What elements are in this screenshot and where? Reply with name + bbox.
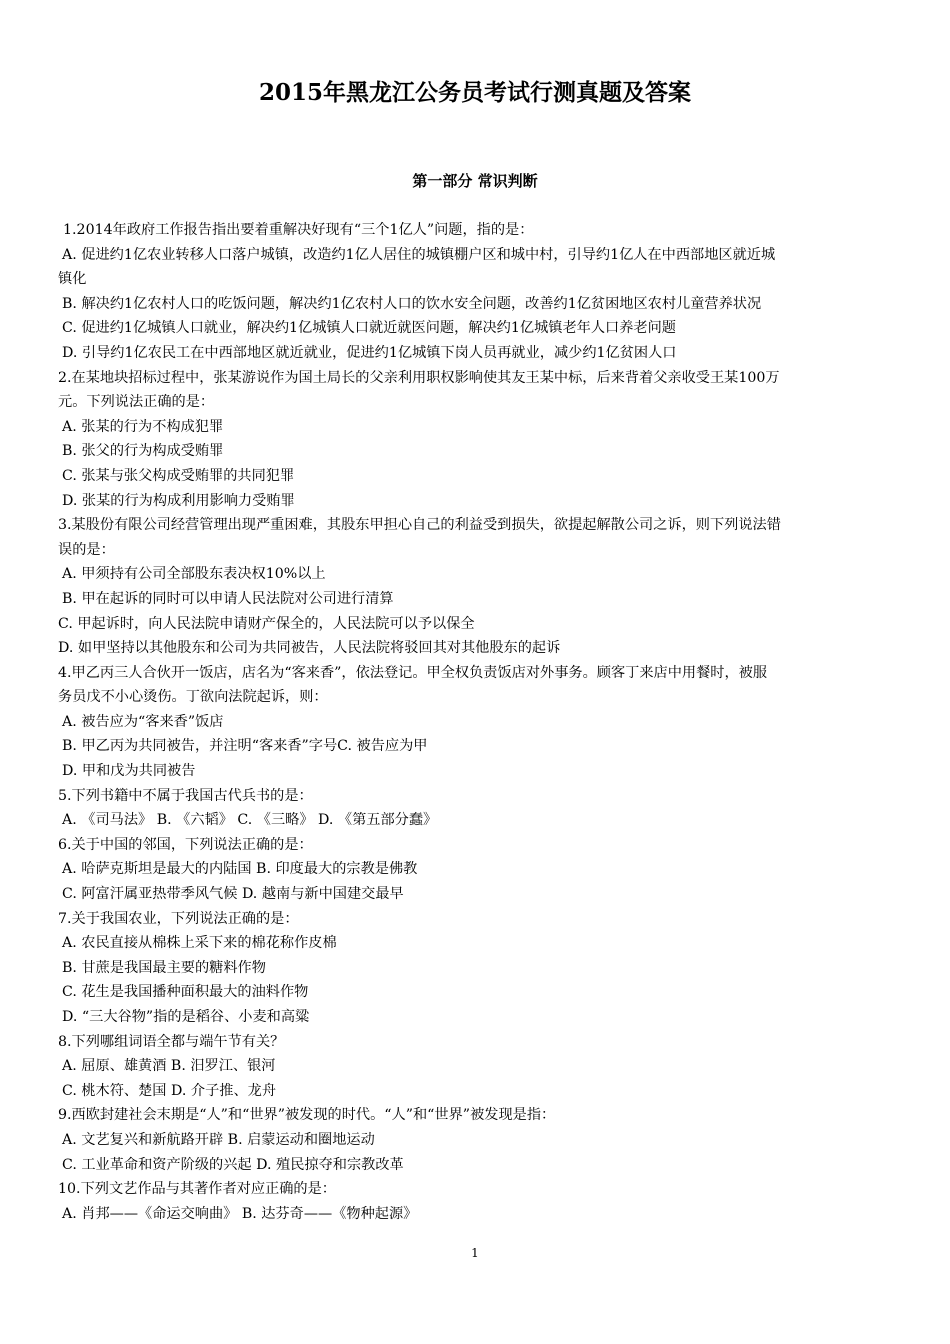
question-stem: 8.下列哪组词语全都与端午节有关？ xyxy=(58,1033,285,1050)
answer-option-line: C. 促进约1亿城镇人口就业，解决约1亿城镇人口就近就医问题，解决约1亿城镇老年人口养老问题 xyxy=(62,320,676,337)
question-list xyxy=(58,218,898,1226)
answer-option-line: A. 《司马法》 B. 《六韬》 C. 《三略》 D. 《第五部分蠢》 xyxy=(62,812,438,829)
question-stem: 4.甲乙丙三人合伙开一饭店，店名为“客来香”，依法登记。甲全权负责饭店对外事务。顾客丁来店中用餐时，被服 xyxy=(58,664,768,681)
page-number: 1 xyxy=(471,1246,479,1260)
answer-option-line: D. 引导约1亿农民工在中西部地区就近就业，促进约1亿城镇下岗人员再就业，减少约1亿贫困人口 xyxy=(62,344,677,361)
answer-option-line: D. 甲和戊为共同被告 xyxy=(62,763,196,780)
answer-option-line: B. 甲乙丙为共同被告，并注明“客来香”字号C. 被告应为甲 xyxy=(62,738,428,755)
answer-option-line: C. 桃木符、楚国 D. 介子推、龙舟 xyxy=(62,1082,277,1099)
answer-option-line: C. 甲起诉时，向人民法院申请财产保全的，人民法院可以予以保全 xyxy=(58,615,475,632)
page-title: 2015年黑龙江公务员考试行测真题及答案 xyxy=(258,79,691,106)
question-stem: 9.西欧封建社会末期是“人”和“世界”被发现的时代。“人”和“世界”被发现是指： xyxy=(58,1107,556,1124)
answer-option-line: D. “三大谷物”指的是稻谷、小麦和高粱 xyxy=(62,1009,310,1025)
question-stem: 2.在某地块招标过程中，张某游说作为国土局长的父亲利用职权影响使其友王某中标，后来背着父亲收受王某100万 xyxy=(58,369,780,386)
answer-option-line: A. 被告应为“客来香”饭店 xyxy=(62,713,224,730)
question-stem: 7.关于我国农业，下列说法正确的是： xyxy=(58,910,299,927)
question-stem: 10.下列文艺作品与其著作者对应正确的是： xyxy=(58,1181,336,1198)
answer-option-line: C. 张某与张父构成受贿罪的共同犯罪 xyxy=(62,467,295,484)
answer-option-line: C. 工业革命和资产阶级的兴起 D. 殖民掠夺和宗教改革 xyxy=(62,1156,404,1173)
question-stem: 6.关于中国的邻国，下列说法正确的是： xyxy=(58,836,313,853)
answer-option-line: A. 农民直接从棉株上采下来的棉花称作皮棉 xyxy=(62,935,337,952)
answer-option-line: B. 甘蔗是我国最主要的糖料作物 xyxy=(62,959,266,976)
answer-option-line: D. 张某的行为构成利用影响力受贿罪 xyxy=(62,492,295,509)
answer-option-line: B. 解决约1亿农村人口的吃饭问题，解决约1亿农村人口的饮水安全问题，改善约1亿贫困地区农村儿童营养状况 xyxy=(62,295,762,312)
answer-option-line: A. 肖邦——《命运交响曲》 B. 达芬奇——《物种起源》 xyxy=(62,1205,418,1222)
answer-option-line: A. 哈萨克斯坦是最大的内陆国 B. 印度最大的宗教是佛教 xyxy=(62,861,418,878)
answer-option-line: 元。下列说法正确的是： xyxy=(58,394,215,411)
section-title: 第一部分 常识判断 xyxy=(412,172,538,190)
answer-option-line: B. 甲在起诉的同时可以申请人民法院对公司进行清算 xyxy=(62,590,394,607)
answer-option-line: A. 张某的行为不构成犯罪 xyxy=(62,418,224,435)
answer-option-line: A. 文艺复兴和新航路开辟 B. 启蒙运动和圈地运动 xyxy=(62,1131,375,1148)
question-stem: 1.2014年政府工作报告指出要着重解决好现有“三个1亿人”问题，指的是： xyxy=(63,222,534,238)
question-stem: 3.某股份有限公司经营管理出现严重困难，其股东甲担心自己的利益受到损失，欲提起解散公司之诉，则下列说法错 xyxy=(58,517,781,534)
answer-option-line: 务员戊不小心烫伤。丁欲向法院起诉，则： xyxy=(58,689,328,706)
question-stem: 5.下列书籍中不属于我国古代兵书的是： xyxy=(58,787,313,804)
answer-option-line: A. 甲须持有公司全部股东表决权10%以上 xyxy=(62,566,326,583)
answer-option-line: A. 屈原、雄黄酒 B. 汨罗江、银河 xyxy=(62,1058,276,1075)
answer-option-line: A. 促进约1亿农业转移人口落户城镇，改造约1亿人居住的城镇棚户区和城中村，引导约1亿人在中西部地区就近城 xyxy=(62,246,776,263)
answer-option-line: D. 如甲坚持以其他股东和公司为共同被告，人民法院将驳回其对其他股东的起诉 xyxy=(58,640,561,657)
answer-option-line: 误的是： xyxy=(58,541,115,558)
answer-option-line: B. 张父的行为构成受贿罪 xyxy=(62,443,224,460)
answer-option-line: C. 花生是我国播种面积最大的油料作物 xyxy=(62,984,309,1001)
answer-option-line: C. 阿富汗属亚热带季风气候 D. 越南与新中国建交最早 xyxy=(62,886,404,903)
answer-option-line: 镇化 xyxy=(58,271,87,288)
